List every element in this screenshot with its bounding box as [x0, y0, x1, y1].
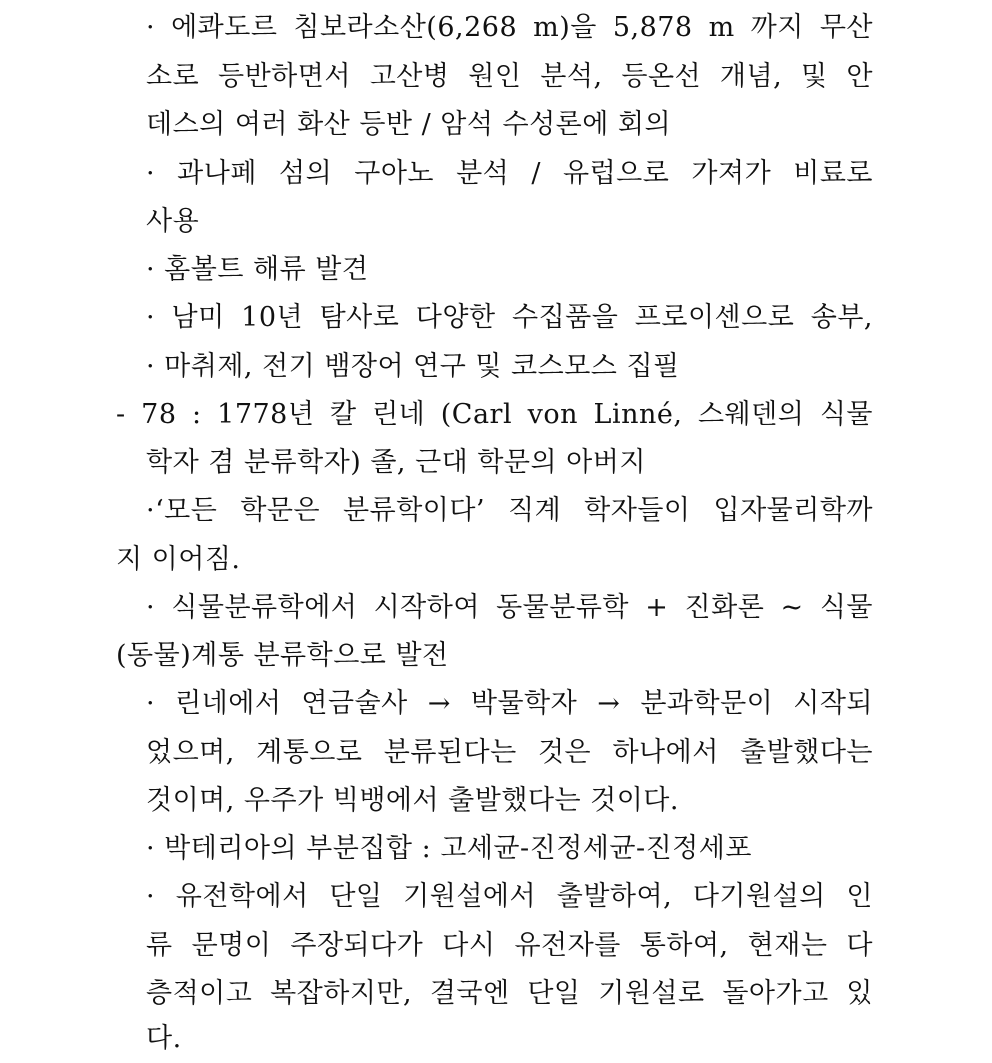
text-line: · 과나페 섬의 구아노 분석 / 유럽으로 가져가 비료로 [146, 158, 873, 189]
text-line: · 마취제, 전기 뱀장어 연구 및 코스모스 집필 [146, 351, 680, 382]
text-line: 학자 겸 분류학자) 졸, 근대 학문의 아버지 [146, 447, 646, 478]
text-line: (동물)계통 분류학으로 발전 [116, 640, 449, 671]
text-line: 데스의 여러 화산 등반 / 암석 수성론에 회의 [146, 109, 672, 140]
text-line: 지 이어짐. [116, 544, 241, 575]
text-line: ·‘모든 학문은 분류학이다’ 직계 학자들이 입자물리학까 [146, 495, 873, 526]
text-line: 었으며, 계통으로 분류된다는 것은 하나에서 출발했다는 [146, 737, 873, 768]
text-line: 다. [146, 1023, 182, 1054]
text-line: · 에콰도르 침보라소산(6,268 m)을 5,878 m 까지 무산 [146, 12, 873, 43]
text-line: - 78 : 1778년 칼 린네 (Carl von Linné, 스웨덴의 식물 [116, 399, 873, 430]
text-line: 것이며, 우주가 빅뱅에서 출발했다는 것이다. [146, 785, 679, 816]
text-line: · 린네에서 연금술사 → 박물학자 → 분과학문이 시작되 [146, 688, 873, 719]
text-line: 층적이고 복잡하지만, 결국엔 단일 기원설로 돌아가고 있 [146, 978, 873, 1009]
text-line: · 남미 10년 탐사로 다양한 수집품을 프로이센으로 송부, [146, 302, 873, 333]
text-line: 사용 [146, 206, 200, 237]
text-line: · 박테리아의 부분집합 : 고세균-진정세균-진정세포 [146, 833, 752, 864]
text-line: 소로 등반하면서 고산병 원인 분석, 등온선 개념, 및 안 [146, 61, 873, 92]
text-line: · 유전학에서 단일 기원설에서 출발하여, 다기원설의 인 [146, 881, 873, 912]
text-line: 류 문명이 주장되다가 다시 유전자를 통하여, 현재는 다 [146, 930, 873, 961]
text-line: · 식물분류학에서 시작하여 동물분류학 + 진화론 ~ 식물 [146, 592, 873, 623]
text-line: · 홈볼트 해류 발견 [146, 254, 369, 285]
